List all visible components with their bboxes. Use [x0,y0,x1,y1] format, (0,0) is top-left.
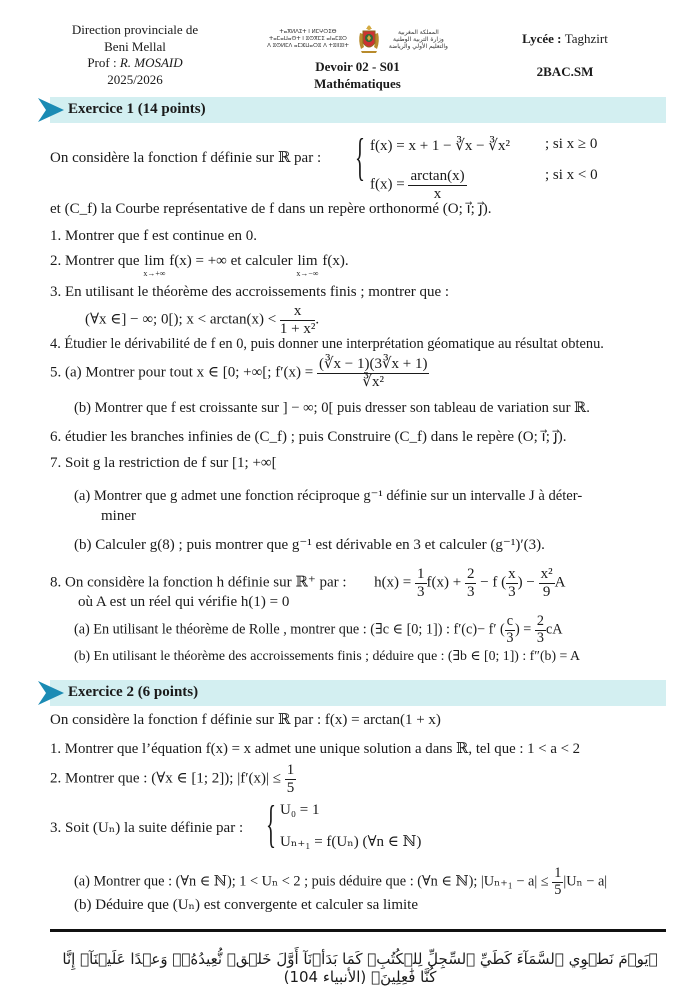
exercise2-banner [50,680,666,706]
exercise1-banner [50,97,666,123]
ex2-q3b: (b) Déduire que (Uₙ) est convergente et calculer sa limite [74,897,418,913]
ex1-q7a: (a) Montrer que g admet une fonction réciproque g⁻¹ définie sur un intervalle J à déter- [74,488,583,504]
chevron-right-icon [36,678,66,708]
ex1-q7b: (b) Calculer g(8) ; puis montrer que g⁻¹ est dérivable en 3 et calculer (g⁻¹)′(3). [74,537,545,553]
left-brace: { [266,796,276,853]
ministry-logo [245,22,470,56]
arabic-ministry-name: المملكة المغربية وزارة التربية الوطنية والتعليم الأولي والرياضة [388,28,448,50]
verse-reference: (الأنبياء 104) [283,968,367,986]
direction-line2: Beni Mellal [104,38,166,54]
ex2-q2: 2. Montrer que : (∀x ∈ [1; 2]); |f′(x)| ≤ $\frac{1}{5}$ [50,762,295,796]
prof-name: R. MOSAID [119,55,183,70]
ex1-intro: On considère la fonction f définie sur ℝ par : [50,150,322,166]
ex1-q8-where: où A est un réel qui vérifie h(1) = 0 [78,594,290,610]
ex1-curve-line: et (C_f) la Courbe représentative de f dans un repère orthonormé (O; i⃗; j⃗). [50,201,492,217]
ex1-q8b: (b) En utilisant le théorème des accroissements finis ; déduire que : (∃b ∈ [0; 1]) : f″(b) = A [74,648,580,663]
ex1-q1: 1. Montrer que f est continue en 0. [50,228,258,244]
ex1-q5a: 5. (a) Montrer pour tout x ∈ [0; +∞[; f′(x) = $\frac{(∛x - 1)(3∛x + 1)}{\text{∛x²}}$ [50,356,428,390]
ex1-q6: 6. étudier les branches infinies de (C_f) ; puis Construire (C_f) dans le repère (O; i⃗; j⃗). [50,429,567,445]
ex1-def1-cond: ; si x ≥ 0 [545,136,598,152]
direction-line1: Direction provinciale de [71,22,199,37]
ex2-q3a: (a) Montrer que : (∀n ∈ ℕ); 1 < Uₙ < 2 ; puis déduire que : (∀n ∈ ℕ); |Uₙ₊₁ − a| ≤ $\frac{1}{5}$ |Uₙ − a| [74,865,608,898]
class-label: 2BAC.SM [536,64,594,79]
school-year: 2025/2026 [107,71,163,87]
exercise1-title: Exercice 1 (14 points) [68,101,206,117]
ex1-q3: 3. En utilisant le théorème des accroissements finis ; montrer que : [50,284,450,300]
verse-text: ﴿يَوۡمَ نَطۡوِي ٱلسَّمَآءَ كَطَيِّ ٱلسِّجِلِّ لِلۡكُتُبِۚ كَمَا بَدَأۡنَآ أَوَّلَ خَلۡقٖ نُّعِيدُهُۥۚ وَعۡدًا عَلَيۡنَآۚ إِنَّا كُنَّا فَٰعِلِينَ﴾ [62,950,658,986]
header-center-block [245,22,470,92]
exam-title: Devoir 02 - S01 [315,59,400,74]
ex1-q8: 8. On considère la fonction h définie sur ℝ⁺ par : h(x) = $\frac{1}{3}$ f(x) + $\frac{2}{3}$ − f ( $\frac{x}{3}$ ) − $\frac{\text{x²}}{9}$ A [50,566,566,600]
ex2-q3: 3. Soit (Uₙ) la suite définie par : [50,820,244,836]
header-left-block [50,22,220,88]
ex1-q2: 2. Montrer que lim x→+∞ f(x) = +∞ et calculer lim x→−∞ f(x). [50,253,349,278]
ex1-q8a: (a) En utilisant le théorème de Rolle , montrer que : (∃c ∈ [0; 1]) : f′(c)− f′ ( $\frac{c}{3}$ ) = $\frac{2}{3}$ cA [74,613,563,646]
ex2-intro: On considère la fonction f définie sur ℝ par : f(x) = arctan(1 + x) [50,712,441,728]
ex2-q3-def1: U₀ = 1 [280,802,320,818]
lycee-name: Taghzirt [564,31,608,46]
coat-of-arms-icon [355,23,383,55]
ex1-q7: 7. Soit g la restriction de f sur [1; +∞[ [50,455,277,471]
ex2-q3-def2: Uₙ₊₁ = f(Uₙ) (∀n ∈ ℕ) [280,834,422,850]
ex1-q7a-cont: miner [101,508,136,524]
left-brace: { [355,129,365,186]
ex1-q4: 4. Étudier le dérivabilité de f en 0, puis donner une interprétation géomatique au résultat obtenu. [50,336,604,352]
ex2-q1: 1. Montrer que l’équation f(x) = x admet une unique solution a dans ℝ, tel que : 1 < a < 2 [50,741,581,757]
ex1-q5b: (b) Montrer que f est croissante sur ] − ∞; 0[ puis dresser son tableau de variation sur ℝ. [74,400,590,416]
prof-label: Prof : [87,55,120,70]
ex1-def2-cond: ; si x < 0 [545,167,598,183]
footer-divider [50,929,666,932]
header-right-block [490,31,640,80]
lycee-label: Lycée [522,31,554,46]
ex1-def1: f(x) = x + 1 − ∛x − ∛x² [370,138,510,154]
chevron-right-icon [36,95,66,125]
tifinagh-ministry-name: ⵜⴰⴳⵍⴷⵉⵜ ⵏ ⵍⵎⵖⵔⵉⴱ ⵜⴰⵎⴰⵡⴰⵙⵜ ⵏ ⵓⵙⴳⵎⵉ ⴰⵏⴰⵎⵓⵔ ⴷ ⵓⵙⵍⵎⴷ ⴰⵎⵣⵡⴰⵔⵓ ⴷ ⵜⵓⵏⵏⵓⵏⵜ [267,28,349,49]
lycee-line: Lycée : Taghzirt [522,31,608,46]
fraction: $\frac{\arctan(x)}{x}$ [410,168,465,202]
quran-verse [60,950,660,986]
ex1-q3-inequality: (∀x ∈] − ∞; 0[); x < arctan(x) < $\frac{x}{\text{1 + x²}}$ . [85,303,320,337]
prof-line [50,55,220,72]
ex1-def2: f(x) = $\frac{\arctan(x)}{x}$ [370,168,465,202]
exercise2-title: Exercice 2 (6 points) [68,684,199,700]
exam-subject: Mathématiques [314,76,401,91]
